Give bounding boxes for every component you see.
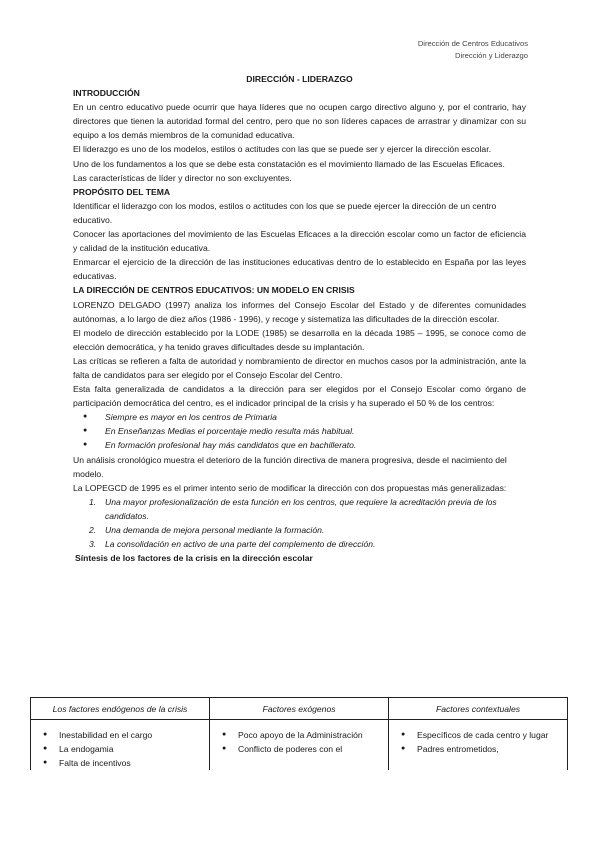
list-item [89, 537, 526, 551]
table-cell-exogenous [210, 720, 389, 771]
table-cell-endogenous [31, 720, 210, 771]
crisis-paragraph-3: Las críticas se refieren a falta de autoridad y nombramiento de director en muchos casos por la administración, ante la falta de candidatos para ser elegido por el Consejo Escolar del Centro. [73, 355, 526, 380]
document-body [73, 72, 526, 565]
purpose-heading: PROPÓSITO DEL TEMA [73, 186, 171, 197]
document-title: DIRECCIÓN - LIDERAZGO [246, 74, 353, 84]
crisis-paragraph-6: La LOPEGCD de 1995 es el primer intento serio de modificar la dirección con dos propuestas más generalizadas: [73, 482, 507, 493]
table-row [31, 720, 568, 771]
purpose-paragraph-3: Enmarcar el ejercicio de la dirección de las instituciones educativas dentro de lo establecido en España por las leyes educativas. [73, 257, 526, 282]
crisis-heading: LA DIRECCIÓN DE CENTROS EDUCATIVOS: UN MODELO EN CRISIS [73, 285, 355, 296]
crisis-bullet-list [73, 410, 526, 452]
list-item: ● Inestabilidad en el cargo [59, 728, 203, 742]
list-item: ● Padres entrometidos, [417, 742, 561, 756]
list-item: ● Siempre es mayor en los centros de Primaria [105, 410, 526, 424]
list-item [89, 523, 526, 537]
purpose-paragraph-2: Conocer las aportaciones del movimiento de las Escuelas Eficaces a la dirección escolar como un factor de eficiencia y calidad de la institución educativa. [73, 229, 526, 254]
column-header-exogenous: Factores exógenos [210, 698, 389, 720]
intro-paragraph-3: Uno de los fundamentos a los que se debe esta constatación es el movimiento llamado de las Escuelas Eficaces. [73, 158, 505, 169]
item-number: 1. [89, 496, 97, 507]
list-item: ● En Enseñanzas Medias el porcentaje medio resulta más habitual. [105, 424, 526, 438]
intro-paragraph-4: Las características de líder y director no son excluyentes. [73, 172, 292, 183]
page-header [418, 38, 528, 62]
intro-paragraph-2: El liderazgo es uno de los modelos, estilos o actitudes con las que se puede ser y ejercer la dirección escolar. [73, 144, 491, 155]
table-header-row [31, 698, 568, 720]
intro-paragraph-1: En un centro educativo puede ocurrir que haya líderes que no ocupen cargo directivo alguno y, por el contrario, hay directores que tienen la autoridad formal del centro, pero que no son líderes capaces de arrastrar y dinamizar con su equipo a los demás miembros de la comunidad educativa. [73, 102, 526, 141]
list-item: ● Falta de incentivos [59, 756, 203, 770]
item-text: Una mayor profesionalización de esta función en los centros, que requiere la acreditación previa de los candidatos. [105, 496, 497, 521]
list-item: ● En formación profesional hay más candidatos que en bachillerato. [105, 438, 526, 452]
purpose-paragraph-1: Identificar el liderazgo con los modos, estilos o actitudes con los que se puede ejercer la dirección de un centro educativo. [73, 200, 497, 225]
crisis-factors-table [30, 697, 568, 770]
header-topic: Dirección y Liderazgo [454, 51, 528, 60]
column-header-contextual: Factores contextuales [389, 698, 568, 720]
crisis-paragraph-2: El modelo de dirección establecido por la LODE (1985) se desarrolla en la década 1985 – 1995, se conoce como de elección democrática, y ha tenido graves dificultades desde su implantación. [73, 327, 526, 352]
proposals-list [73, 495, 526, 551]
synthesis-title: Síntesis de los factores de la crisis en la dirección escolar [75, 553, 313, 564]
list-item: ● Específicos de cada centro y lugar [417, 728, 561, 742]
list-item: ● Conflicto de poderes con el [238, 742, 382, 756]
list-item: ● La endogamia [59, 742, 203, 756]
intro-heading: INTRODUCCIÓN [73, 88, 140, 99]
crisis-paragraph-1: LORENZO DELGADO (1997) analiza los informes del Consejo Escolar del Estado y de diferentes comunidades autónomas, a lo largo de diez años (1986 - 1996), y recoge y sistematiza las dificultades de la dirección escolar. [73, 299, 526, 324]
header-course: Dirección de Centros Educativos [417, 39, 528, 48]
list-item: ● Poco apoyo de la Administración [238, 728, 382, 742]
item-number: 2. [89, 525, 97, 535]
table-cell-contextual [389, 720, 568, 771]
list-item [89, 495, 526, 523]
column-header-endogenous: Los factores endógenos de la crisis [31, 698, 210, 720]
item-number: 3. [89, 539, 97, 550]
item-text: Una demanda de mejora personal mediante la formación. [105, 525, 325, 535]
crisis-paragraph-4: Esta falta generalizada de candidatos a la dirección para ser elegidos por el Consejo Escolar como órgano de participación democrática del centro, es el indicador principal de la crisis y ha superado el 50 % de los centros: [73, 384, 526, 409]
crisis-paragraph-5: Un análisis cronológico muestra el deterioro de la función directiva de manera progresiva, desde el nacimiento del modelo. [73, 454, 507, 479]
item-text: La consolidación en activo de una parte del complemento de dirección. [105, 539, 376, 550]
